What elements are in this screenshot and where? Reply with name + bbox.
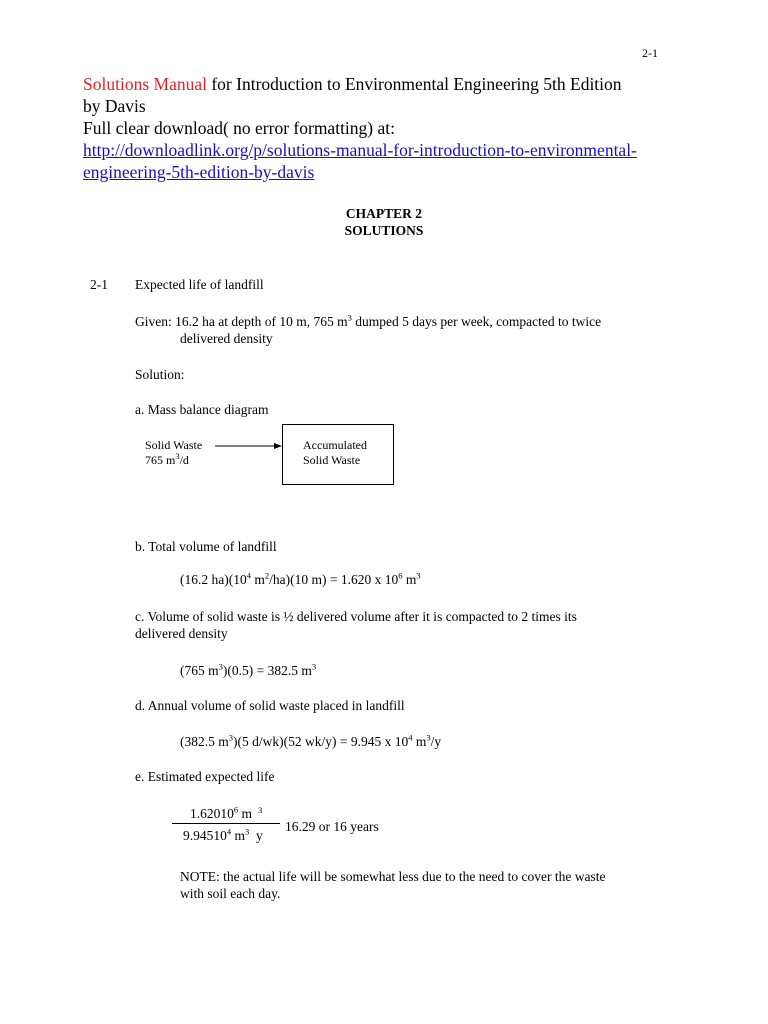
download-link[interactable] — [83, 140, 637, 182]
problem-number: 2-1 — [90, 277, 108, 292]
chapter-heading — [0, 205, 768, 239]
solution-label: Solution: — [135, 367, 185, 382]
given-text-b: dumped 5 days per week, compacted to twice — [351, 314, 602, 329]
part-a-heading: a. Mass balance diagram — [135, 402, 269, 417]
given-text-a: Given: 16.2 ha at depth of 10 m, 765 m — [135, 314, 348, 329]
page-number: 2-1 — [642, 46, 658, 60]
download-link-part2: engineering-5th-edition-by-davis — [83, 162, 315, 182]
problem-title: Expected life of landfill — [135, 277, 264, 292]
part-b-heading: b. Total volume of landfill — [135, 539, 277, 554]
diagram-input-label: Solid Waste 765 $m^3/d$ — [145, 438, 203, 467]
fraction-bar — [172, 823, 280, 824]
part-e-heading: e. Estimated expected life — [135, 769, 275, 784]
chapter-subtitle: SOLUTIONS — [344, 223, 424, 238]
title-line — [83, 73, 703, 95]
solutions-manual-label: Solutions Manual — [83, 74, 207, 94]
diagram-box-line1: Accumulated — [303, 438, 367, 452]
diagram-input-unit: /d — [179, 453, 189, 467]
author-line: by Davis — [83, 96, 146, 116]
diagram-box-label — [303, 438, 367, 468]
part-c-line1: c. Volume of solid waste is ½ delivered volume after it is compacted to 2 times its — [135, 609, 577, 624]
part-c-line2: delivered density — [135, 626, 228, 641]
equation-d: (382.5 $m^3)(5$ d/wk)(52 wk/y) = 9.945 x $10^4$ $m^3/y$ — [180, 732, 442, 749]
diagram-input-rate: 765 m — [145, 453, 176, 467]
part-c-heading — [135, 608, 675, 642]
fraction-numerator: 1.62010$^6$ m $^3$ — [190, 804, 263, 821]
header — [83, 73, 703, 183]
given-statement: Given: 16.2 ha at depth of 10 m, 765 $m^3$ dumped 5 days per week, compacted to twice delivered density — [135, 313, 695, 347]
part-d-heading: d. Annual volume of solid waste placed in landfill — [135, 698, 405, 713]
equation-b: (16.2 $ha)(10^4$ $m^2/ha)(10$ m) = 1.620 x $10^6$ $m^3$ — [180, 570, 421, 587]
given-text-line2: delivered density — [180, 331, 273, 346]
chapter-title: CHAPTER 2 — [345, 206, 423, 221]
note-line1: NOTE: the actual life will be somewhat less due to the need to cover the waste — [180, 869, 606, 884]
download-line: Full clear download( no error formatting) at: — [83, 118, 395, 138]
life-result: 16.29 or 16 years — [285, 819, 379, 834]
diagram-input-line1: Solid Waste — [145, 438, 203, 452]
download-link-part1: http://downloadlink.org/p/solutions-manual-for-introduction-to-environmental- — [83, 140, 637, 160]
fraction-denominator: 9.94510$^4$ $m^3$ y — [183, 826, 263, 843]
book-title: for Introduction to Environmental Engineering 5th Edition — [206, 74, 622, 94]
note-line2: with soil each day. — [180, 886, 281, 901]
diagram-arrow — [210, 440, 284, 452]
diagram-box-line2: Solid Waste — [303, 453, 361, 467]
equation-c: (765 $m^3)(0.5) = 382.5$ $m^3$ — [180, 661, 317, 678]
note — [180, 868, 680, 902]
